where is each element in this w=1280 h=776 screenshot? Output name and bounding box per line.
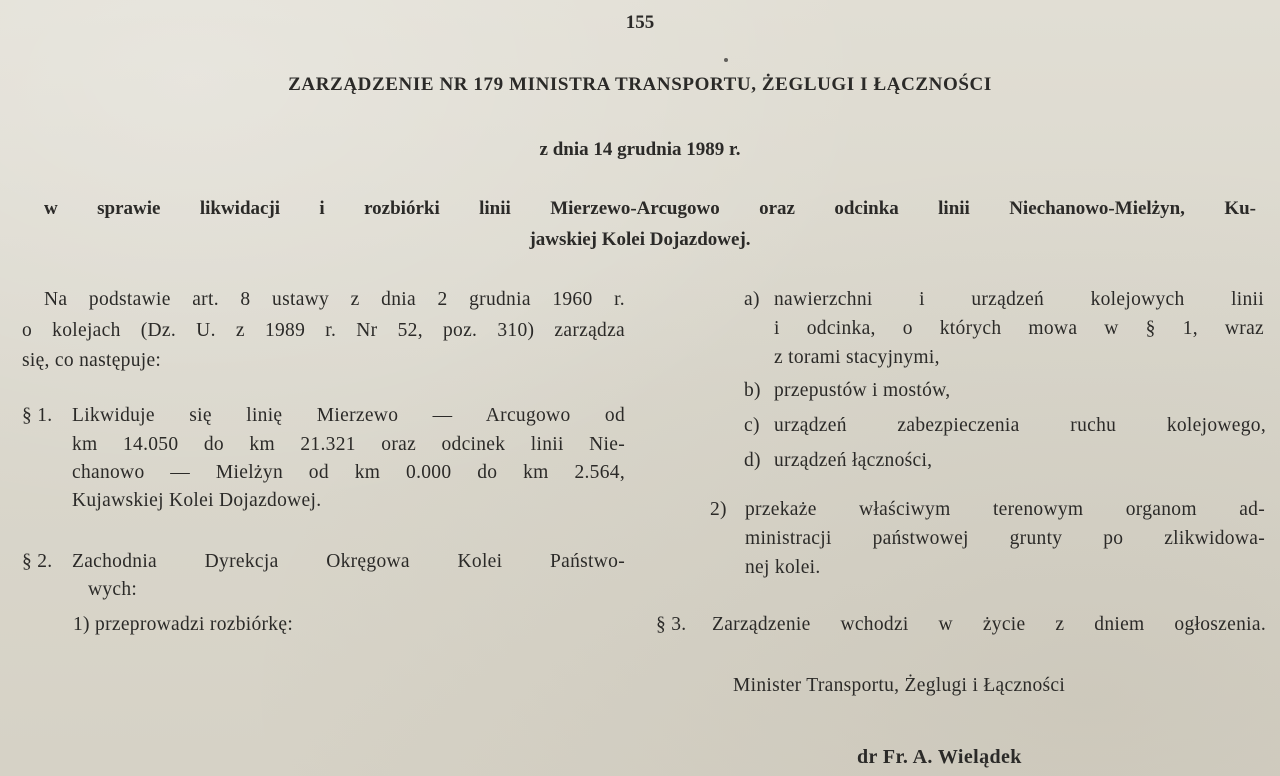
item-d-text: urządzeń łączności, xyxy=(774,450,933,471)
section-2-line: Zachodnia Dyrekcja Okręgowa Kolei Państwo- xyxy=(72,551,625,572)
item-d-label: d) xyxy=(744,450,761,471)
preamble-line: się, co następuje: xyxy=(22,350,162,371)
item-a-line: nawierzchni i urządzeń kolejowych linii xyxy=(774,289,1264,310)
item-2-line: przekaże właściwym terenowym organom ad- xyxy=(745,499,1265,520)
item-a-line: i odcinka, o których mowa w § 1, wraz xyxy=(774,318,1264,339)
item-2-line: nej kolei. xyxy=(745,557,821,578)
section-1-line: Likwiduje się linię Mierzewo — Arcugowo od xyxy=(72,405,625,426)
section-1-line: km 14.050 do km 21.321 oraz odcinek linii Nie- xyxy=(72,434,625,455)
document-title: ZARZĄDZENIE NR 179 MINISTRA TRANSPORTU, ŻEGLUGI I ŁĄCZNOŚCI xyxy=(288,74,992,95)
section-2-line: wych: xyxy=(88,579,138,600)
minister-title: Minister Transportu, Żeglugi i Łączności xyxy=(733,675,1066,696)
item-b-text: przepustów i mostów, xyxy=(774,380,951,401)
section-1-line: chanowo — Mielżyn od km 0.000 do km 2.564, xyxy=(72,462,625,483)
preamble-line: o kolejach (Dz. U. z 1989 r. Nr 52, poz. 310) zarządza xyxy=(22,320,625,341)
signature-name: dr Fr. A. Wielądek xyxy=(857,746,1022,768)
section-2-item-1: 1) przeprowadzi rozbiórkę: xyxy=(73,614,294,635)
subject-line-1: w sprawie likwidacji i rozbiórki linii Mierzewo-Arcugowo oraz odcinka linii Niechanowo-Mielżyn, Ku- xyxy=(44,198,1256,219)
item-c-text: urządzeń zabezpieczenia ruchu kolejowego, xyxy=(774,415,1266,436)
section-1-label: § 1. xyxy=(22,405,53,426)
section-3-label: § 3. xyxy=(656,614,687,635)
section-3-text: Zarządzenie wchodzi w życie z dniem ogłoszenia. xyxy=(712,614,1266,635)
item-2-label: 2) xyxy=(710,499,727,520)
section-2-label: § 2. xyxy=(22,551,53,572)
item-a-line: z torami stacyjnymi, xyxy=(774,347,940,368)
subject-line-2: jawskiej Kolei Dojazdowej. xyxy=(529,229,751,250)
item-a-label: a) xyxy=(744,289,760,310)
item-2-line: ministracji państwowej grunty po zlikwidowa- xyxy=(745,528,1265,549)
document-date: z dnia 14 grudnia 1989 r. xyxy=(539,139,741,160)
section-1-line: Kujawskiej Kolei Dojazdowej. xyxy=(72,490,322,511)
print-speck xyxy=(724,58,728,62)
preamble-line: Na podstawie art. 8 ustawy z dnia 2 grudnia 1960 r. xyxy=(44,289,625,310)
item-b-label: b) xyxy=(744,380,761,401)
page-number: 155 xyxy=(625,12,655,33)
item-c-label: c) xyxy=(744,415,760,436)
